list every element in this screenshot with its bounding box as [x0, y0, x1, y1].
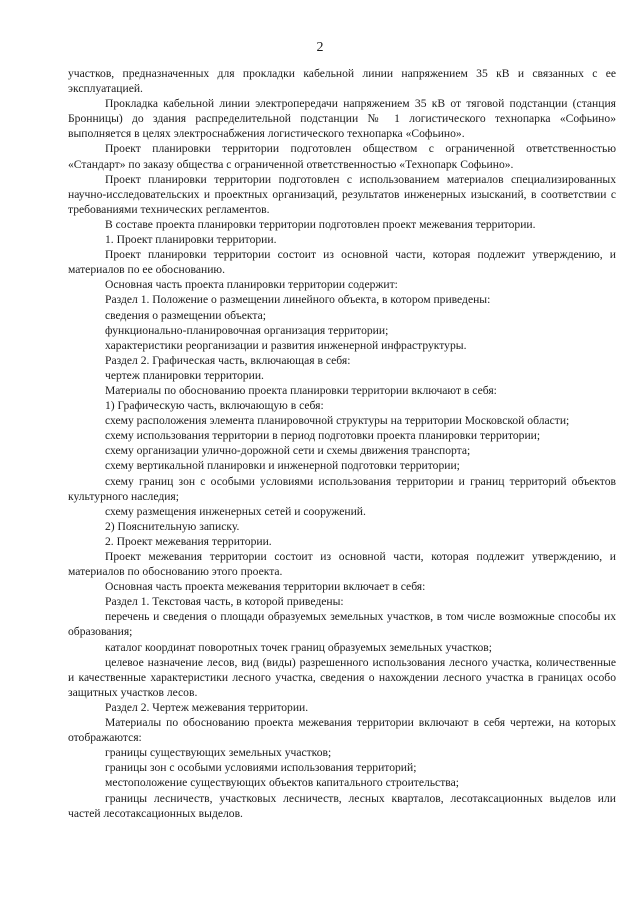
document-body — [68, 66, 616, 821]
paragraph: Материалы по обоснованию проекта межевания территории включают в себя чертежи, на которых отображаются: — [68, 716, 616, 745]
list-item: местоположение существующих объектов капитального строительства; — [105, 776, 459, 790]
paragraph: Проект планировки территории состоит из основной части, которая подлежит утверждению, и материалов по ее обоснованию. — [68, 248, 616, 277]
paragraph: В составе проекта планировки территории подготовлен проект межевания территории. — [105, 217, 536, 231]
section-heading: 2. Проект межевания территории. — [105, 534, 272, 548]
paragraph: Проект планировки территории подготовлен с использованием материалов специализированных научно-исследовательских и проектных организаций, результатов инженерных изысканий, в соответствии с требованиями технических регламентов. — [68, 172, 616, 216]
paragraph: Раздел 2. Чертеж межевания территории. — [105, 700, 309, 714]
list-item: схему организации улично-дорожной сети и схемы движения транспорта; — [105, 444, 471, 458]
list-item: каталог координат поворотных точек границ образуемых земельных участков; — [105, 640, 492, 654]
list-item: функционально-планировочная организация территории; — [105, 323, 389, 337]
list-item: схему размещения инженерных сетей и сооружений. — [105, 504, 366, 518]
paragraph: 2) Пояснительную записку. — [105, 519, 240, 533]
paragraph: Материалы по обоснованию проекта планировки территории включают в себя: — [105, 383, 497, 397]
list-item: границы существующих земельных участков; — [105, 746, 332, 760]
list-item: схему использования территории в период подготовки проекта планировки территории; — [105, 429, 541, 443]
paragraph: участков, предназначенных для прокладки кабельной линии напряжением 35 кВ и связанных с ее эксплуатацией. — [68, 67, 616, 96]
paragraph: Основная часть проекта межевания территории включает в себя: — [105, 580, 426, 594]
paragraph: Проект межевания территории состоит из основной части, которая подлежит утверждению, и материалов по обоснованию этого проекта. — [68, 550, 616, 579]
paragraph: Прокладка кабельной линии электропередачи напряжением 35 кВ от тяговой подстанции (станция Бронницы) до здания распределительной подстанции № 1 логистического технопарка «Софьино» выполняется в целях электроснабжения логистического технопарка «Софьино». — [68, 97, 616, 141]
paragraph: Раздел 1. Положение о размещении линейного объекта, в котором приведены: — [105, 293, 491, 307]
section-heading: 1. Проект планировки территории. — [105, 233, 277, 247]
list-item: перечень и сведения о площади образуемых земельных участков, в том числе возможные способы их образования; — [68, 610, 616, 639]
list-item: целевое назначение лесов, вид (виды) разрешенного использования лесного участка, количественные и качественные характеристики лесного участка, сведения о нахождении лесного участка в границах особо защитных участков лесов. — [68, 655, 616, 699]
list-item: границы зон с особыми условиями использования территорий; — [105, 761, 417, 775]
paragraph: Проект планировки территории подготовлен обществом с ограниченной ответственностью «Стандарт» по заказу общества с ограниченной ответственностью «Технопарк Софьино». — [68, 142, 616, 171]
list-item: чертеж планировки территории. — [105, 368, 264, 382]
paragraph: 1) Графическую часть, включающую в себя: — [105, 399, 324, 413]
page-number: 2 — [316, 40, 324, 55]
list-item: схему границ зон с особыми условиями использования территории и границ территорий объектов культурного наследия; — [68, 474, 616, 503]
list-item: характеристики реорганизации и развития инженерной инфраструктуры. — [105, 338, 467, 352]
list-item: схему расположения элемента планировочной структуры на территории Московской области; — [105, 414, 570, 428]
list-item: схему вертикальной планировки и инженерной подготовки территории; — [105, 459, 460, 473]
paragraph: Раздел 2. Графическая часть, включающая в себя: — [105, 353, 351, 367]
list-item: границы лесничеств, участковых лесничеств, лесных кварталов, лесотаксационных выделов или частей лесотаксационных выделов. — [68, 791, 616, 820]
list-item: сведения о размещении объекта; — [105, 308, 266, 322]
paragraph: Основная часть проекта планировки территории содержит: — [105, 278, 398, 292]
paragraph: Раздел 1. Текстовая часть, в которой приведены: — [105, 595, 344, 609]
